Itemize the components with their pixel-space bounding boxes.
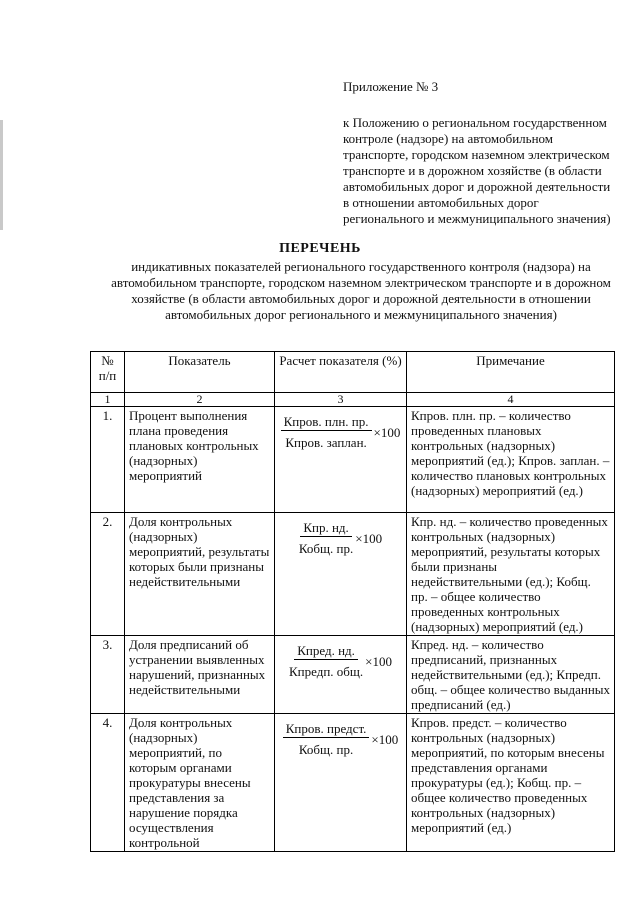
column-number: 4: [407, 393, 615, 407]
annex-block: [343, 79, 628, 227]
row-number: 3.: [91, 636, 125, 714]
header-indicator: Показатель: [125, 352, 275, 393]
row-number: 2.: [91, 513, 125, 636]
header-note: Примечание: [407, 352, 615, 393]
annex-title: Приложение № 3: [343, 79, 439, 94]
annex-line: автомобильных дорог и дорожной деятельности: [343, 179, 611, 194]
header-calc: Расчет показателя (%): [275, 352, 407, 393]
formula-multiplier: ×100: [371, 731, 399, 747]
annex-line: транспорте, городском наземном электрическом: [343, 147, 610, 162]
subtitle-line: автомобильных дорог регионального и межмуниципального значения): [165, 307, 557, 322]
formula-numerator: Кпр. нд.: [300, 520, 351, 537]
scan-edge-artifact: [0, 120, 3, 230]
row-formula: [275, 636, 407, 714]
annex-line: регионального и межмуниципального значения): [343, 211, 611, 226]
formula-denominator: Кпров. заплан.: [285, 435, 367, 450]
row-indicator: Процент выполнения плана проведения плановых контрольных (надзорных) мероприятий: [125, 407, 275, 513]
row-note: Кпров. плн. пр. – количество проведенных плановых контрольных (надзорных) мероприятий (ед.); Кпров. заплан. – количество плановых контрольных (надзорных) мероприятий (ед.): [407, 407, 615, 513]
annex-line: транспорте и в дорожном хозяйстве (в области: [343, 163, 602, 178]
subtitle-line: хозяйстве (в области автомобильных дорог и дорожной деятельности в отношении: [131, 291, 591, 306]
header-num: № п/п: [91, 352, 125, 393]
column-number: 1: [91, 393, 125, 407]
row-note: Кпров. предст. – количество контрольных (надзорных) мероприятий, по которым внесены представления органами прокуратуры (ед.); Кобщ. пр. – общее количество проведенных контрольных (надзорных) мероприятий (ед.): [407, 714, 615, 852]
subtitle-line: автомобильном транспорте, городском наземном электрическом транспорте и в дорожном: [111, 275, 611, 290]
subtitle-line: индикативных показателей регионального государственного контроля (надзора) на: [131, 259, 591, 274]
table-row: [91, 714, 615, 852]
row-formula: [275, 513, 407, 636]
table-row: [91, 407, 615, 513]
column-number-row: [91, 393, 615, 407]
annex-line: контроле (надзоре) на автомобильном: [343, 131, 553, 146]
column-number: 3: [275, 393, 407, 407]
row-indicator: Доля контрольных (надзорных) мероприятий, по которым органами прокуратуры внесены представления за нарушение порядка осуществления контрольной: [125, 714, 275, 852]
formula-multiplier: ×100: [365, 653, 393, 669]
row-note: Кпред. нд. – количество предписаний, признанных недействительными (ед.); Кпредп. общ. – общее количество выданных предписаний (ед.): [407, 636, 615, 714]
formula-numerator: Кпров. плн. пр.: [281, 414, 372, 431]
column-number: 2: [125, 393, 275, 407]
formula-denominator: Кпредп. общ.: [288, 664, 364, 679]
table-row: [91, 513, 615, 636]
formula-numerator: Кпред. нд.: [294, 643, 358, 660]
indicators-table: [90, 351, 615, 852]
annex-line: в отношении автомобильных дорог: [343, 195, 539, 210]
row-indicator: Доля предписаний об устранении выявленных нарушений, признанных недействительными: [125, 636, 275, 714]
row-note: Кпр. нд. – количество проведенных контрольных (надзорных) мероприятий, результаты которых были признаны недействительными (ед.); Кобщ. пр. – общее количество проведенных контрольных (надзорных) мероприятий (ед.): [407, 513, 615, 636]
formula-multiplier: ×100: [355, 530, 383, 546]
row-formula: [275, 407, 407, 513]
document-subtitle: [96, 259, 626, 323]
row-indicator: Доля контрольных (надзорных) мероприятий, результаты которых были признаны недействительными: [125, 513, 275, 636]
table-row: [91, 636, 615, 714]
formula-multiplier: ×100: [373, 424, 401, 440]
annex-line: к Положению о региональном государственном: [343, 115, 607, 130]
row-formula: [275, 714, 407, 852]
formula-denominator: Кобщ. пр.: [298, 742, 354, 757]
row-number: 4.: [91, 714, 125, 852]
formula-denominator: Кобщ. пр.: [298, 541, 354, 556]
table-header-row: [91, 352, 615, 393]
formula-numerator: Кпров. предст.: [283, 721, 370, 738]
row-number: 1.: [91, 407, 125, 513]
document-title: ПЕРЕЧЕНЬ: [279, 241, 361, 256]
